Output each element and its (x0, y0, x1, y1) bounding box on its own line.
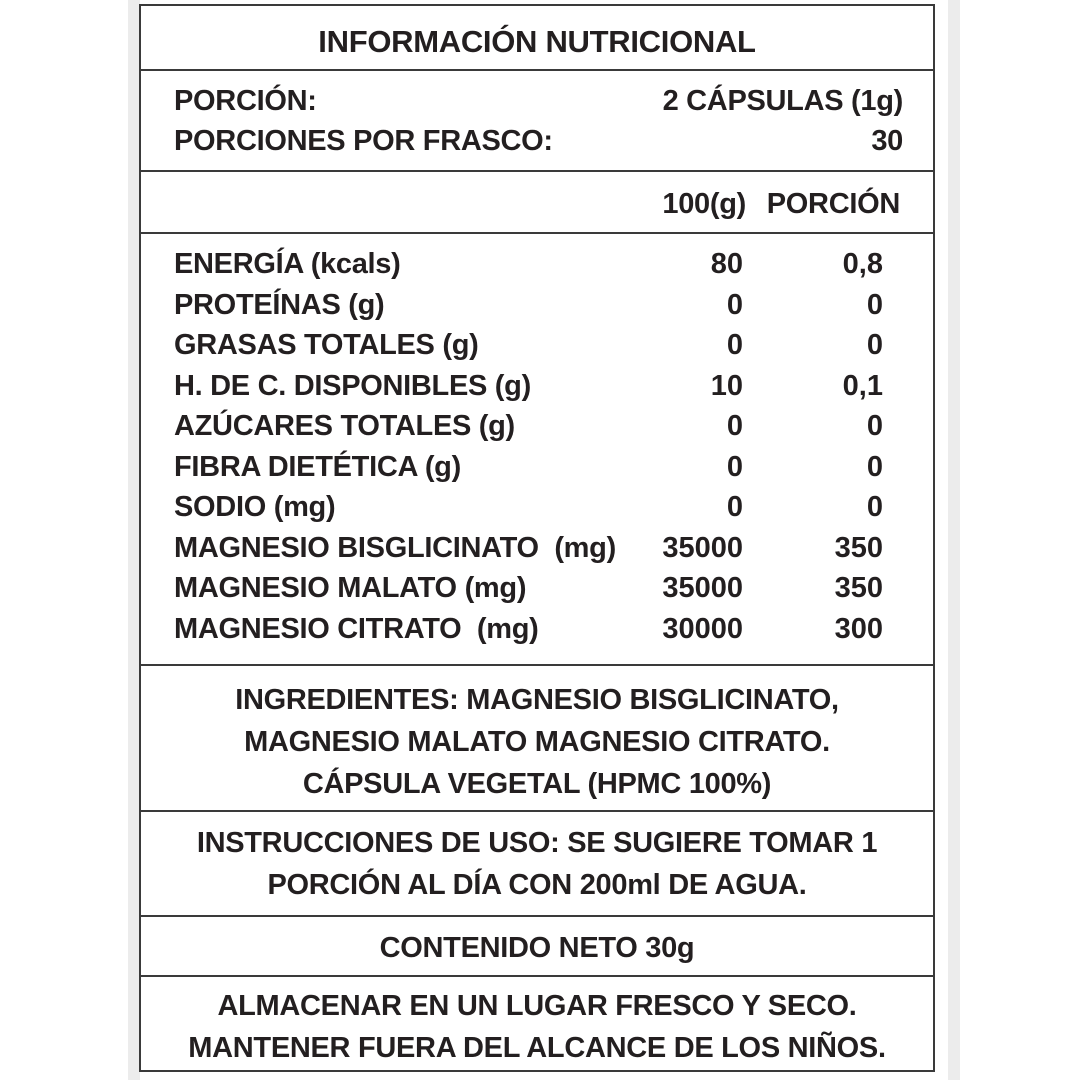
storage-text (141, 985, 933, 1069)
value-portion: 0,8 (842, 248, 883, 280)
portions-per-bottle-value: 30 (871, 125, 903, 157)
nutrient-name: PROTEÍNAS (g) (174, 289, 385, 321)
table-row (141, 568, 933, 608)
column-header-section (141, 172, 933, 234)
nutrient-name: SODIO (mg) (174, 491, 336, 523)
table-row (141, 609, 933, 649)
value-100g: 35000 (662, 572, 743, 604)
value-100g: 0 (726, 410, 743, 442)
value-portion: 0 (866, 329, 883, 361)
value-100g: 0 (726, 289, 743, 321)
value-portion: 0 (866, 491, 883, 523)
nutrient-name: MAGNESIO CITRATO (mg) (174, 613, 539, 645)
ingredients-line: CÁPSULA VEGETAL (HPMC 100%) (302, 768, 772, 800)
ingredients-line: INGREDIENTES: MAGNESIO BISGLICINATO, (235, 684, 839, 716)
column-header-100g: 100(g) (662, 188, 746, 220)
storage-line: MANTENER FUERA DEL ALCANCE DE LOS NIÑOS. (188, 1032, 886, 1064)
value-100g: 0 (726, 491, 743, 523)
nutrient-name: GRASAS TOTALES (g) (174, 329, 479, 361)
nutrient-name: H. DE C. DISPONIBLES (g) (174, 370, 531, 402)
table-row (141, 285, 933, 325)
storage-section (141, 977, 933, 1072)
nutrient-table (141, 234, 933, 666)
table-row (141, 487, 933, 527)
title-section (141, 6, 933, 71)
nutrition-label (139, 4, 935, 1072)
portion-value: 2 CÁPSULAS (1g) (662, 85, 903, 117)
background-edge-right (948, 0, 960, 1080)
nutrient-name: MAGNESIO MALATO (mg) (174, 572, 527, 604)
value-portion: 350 (834, 532, 883, 564)
value-portion: 350 (834, 572, 883, 604)
instructions-text (141, 822, 933, 906)
portion-label: PORCIÓN: (174, 85, 317, 117)
nutrient-name: MAGNESIO BISGLICINATO (mg) (174, 532, 616, 564)
nutrient-name: AZÚCARES TOTALES (g) (174, 410, 515, 442)
value-portion: 0 (866, 289, 883, 321)
table-row (141, 244, 933, 284)
value-portion: 300 (834, 613, 883, 645)
table-row (141, 528, 933, 568)
storage-line: ALMACENAR EN UN LUGAR FRESCO Y SECO. (217, 990, 857, 1022)
net-content: CONTENIDO NETO 30g (379, 932, 695, 964)
value-100g: 0 (726, 329, 743, 361)
value-portion: 0 (866, 410, 883, 442)
label-title: INFORMACIÓN NUTRICIONAL (318, 24, 756, 59)
table-row (141, 366, 933, 406)
instructions-section (141, 812, 933, 917)
value-100g: 80 (710, 248, 743, 280)
value-portion: 0 (866, 451, 883, 483)
instructions-line: PORCIÓN AL DÍA CON 200ml DE AGUA. (267, 869, 807, 901)
ingredients-section (141, 666, 933, 812)
value-100g: 0 (726, 451, 743, 483)
column-header-portion: PORCIÓN (766, 188, 900, 220)
value-100g: 10 (710, 370, 743, 402)
portions-per-bottle-label: PORCIONES POR FRASCO: (174, 125, 553, 157)
table-row (141, 406, 933, 446)
table-row (141, 325, 933, 365)
value-100g: 35000 (662, 532, 743, 564)
ingredients-text (141, 679, 933, 805)
value-portion: 0,1 (842, 370, 883, 402)
net-content-section (141, 917, 933, 977)
value-100g: 30000 (662, 613, 743, 645)
instructions-line: INSTRUCCIONES DE USO: SE SUGIERE TOMAR 1 (196, 827, 878, 859)
serving-section (141, 71, 933, 172)
table-row (141, 447, 933, 487)
nutrient-name: ENERGÍA (kcals) (174, 248, 401, 280)
nutrient-name: FIBRA DIETÉTICA (g) (174, 451, 461, 483)
ingredients-line: MAGNESIO MALATO MAGNESIO CITRATO. (244, 726, 830, 758)
